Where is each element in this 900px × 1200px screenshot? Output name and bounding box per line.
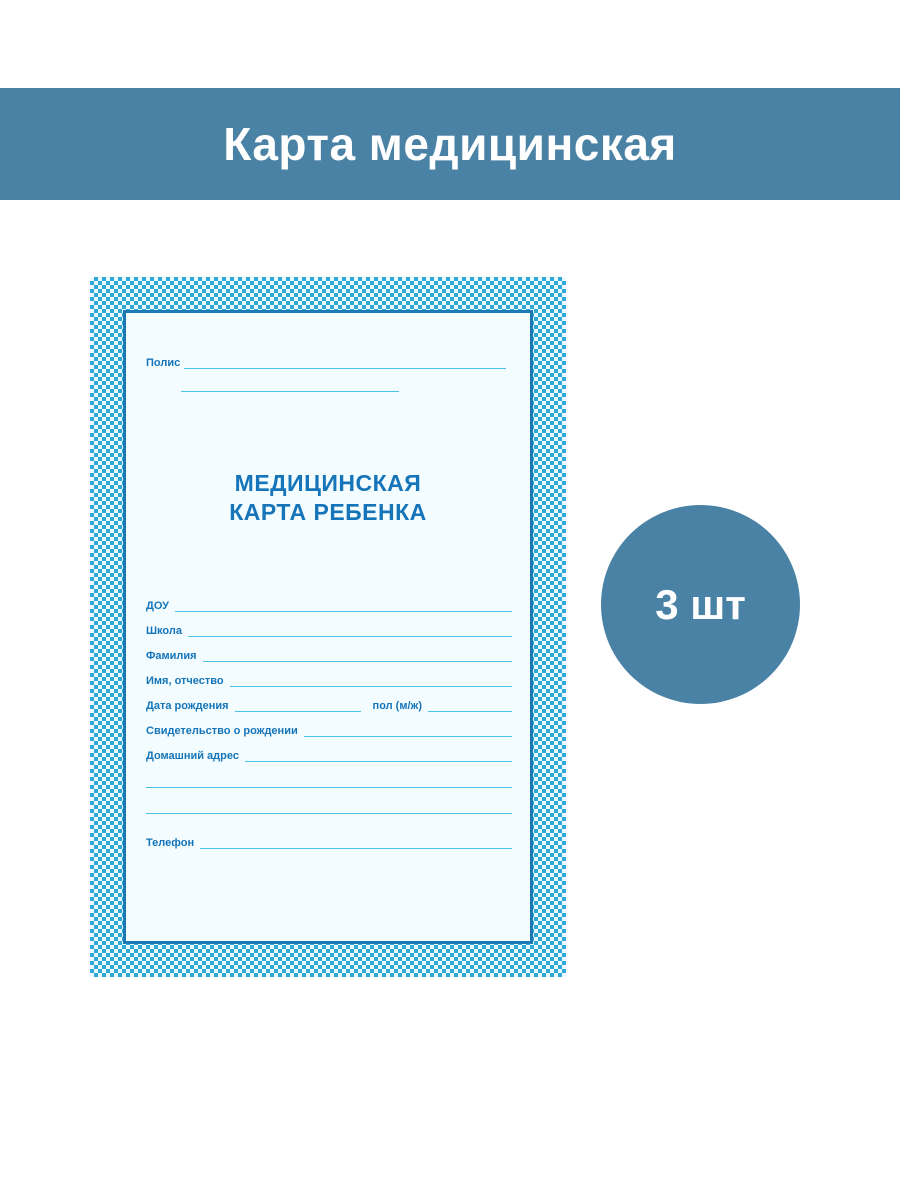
field-home-address-rule-3 [146,802,512,814]
quantity-badge [601,505,800,704]
field-school-label: Школа [146,625,182,637]
field-policy-rule [184,357,506,369]
field-given-name-rule [230,674,512,687]
document-fields [146,587,512,849]
field-birth-date [146,687,512,712]
field-birth-date-rule [235,699,361,712]
field-birth-certificate-label: Свидетельство о рождении [146,725,298,737]
field-home-address-rule-2 [146,776,512,788]
field-policy [146,357,506,369]
field-home-address [146,737,512,762]
field-home-address-label: Домашний адрес [146,750,239,762]
field-sex-rule [428,699,512,712]
field-surname-label: Фамилия [146,650,197,662]
document-title [126,469,530,527]
document-title-line-1: МЕДИЦИНСКАЯ [234,470,422,496]
field-given-name [146,662,512,687]
field-birth-certificate [146,712,512,737]
field-phone [146,824,512,849]
field-phone-label: Телефон [146,837,195,849]
field-birth-date-label: Дата рождения [146,700,229,712]
document-inner-frame [123,310,533,944]
field-school-rule [188,624,512,637]
field-surname [146,637,512,662]
field-preschool-label: ДОУ [146,600,169,612]
document-title-line-2: КАРТА РЕБЕНКА [229,499,427,525]
header-banner [0,88,900,200]
field-phone-rule [200,836,512,849]
field-policy-label: Полис [146,357,181,369]
field-home-address-line-2 [146,762,512,788]
field-home-address-rule [245,749,512,762]
field-preschool-rule [175,599,512,612]
page-title: Карта медицинская [223,118,677,170]
field-surname-rule [203,649,512,662]
field-given-name-label: Имя, отчество [146,675,224,687]
document-cover [90,277,566,977]
field-preschool [146,587,512,612]
field-school [146,612,512,637]
field-birth-certificate-rule [304,724,512,737]
quantity-badge-label: 3 шт [655,580,746,628]
field-home-address-line-3 [146,788,512,814]
document-sheet [126,313,530,941]
field-sex-label: пол (м/ж) [372,700,422,712]
field-policy-rule-second [181,391,399,392]
